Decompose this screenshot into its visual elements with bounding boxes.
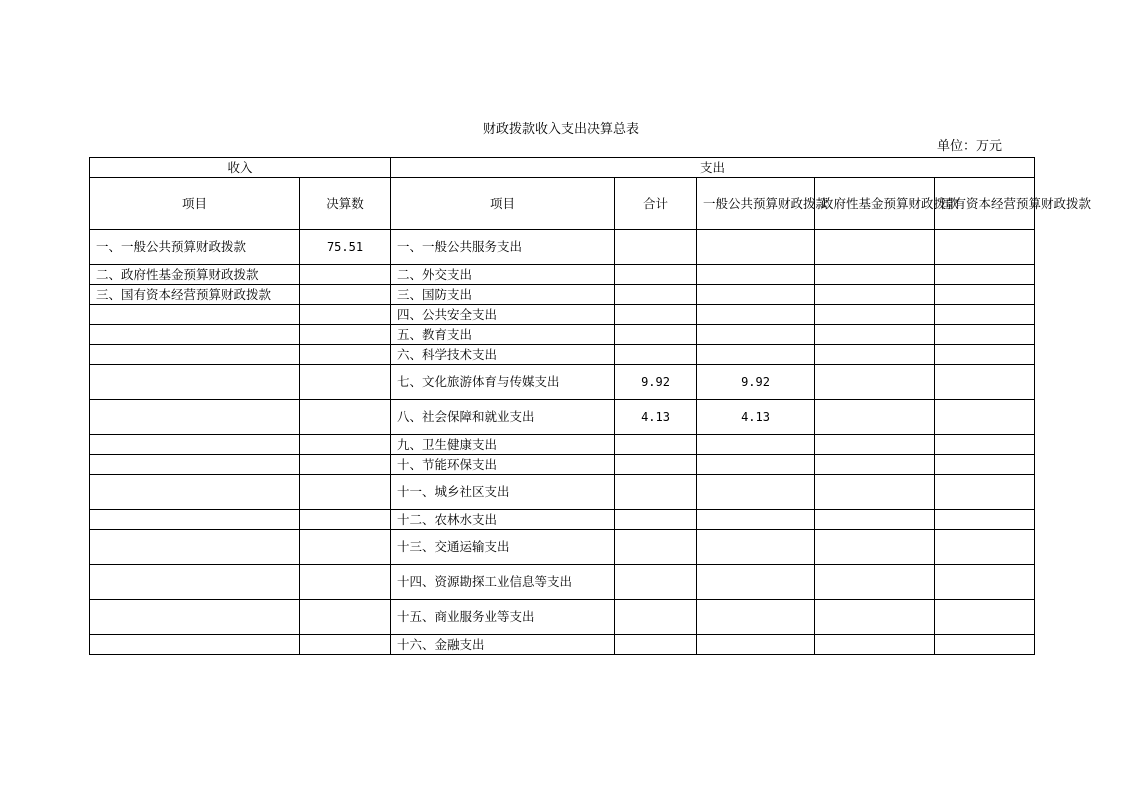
gov-fund-cell bbox=[815, 455, 935, 475]
income-item-cell bbox=[90, 530, 300, 565]
state-capital-cell bbox=[935, 325, 1035, 345]
general-budget-cell bbox=[697, 305, 815, 325]
table-row bbox=[90, 365, 1035, 400]
table-row bbox=[90, 455, 1035, 475]
table-row bbox=[90, 600, 1035, 635]
income-amount-cell bbox=[300, 600, 391, 635]
income-amount-cell bbox=[300, 530, 391, 565]
general-budget-cell bbox=[697, 600, 815, 635]
gov-fund-cell bbox=[815, 345, 935, 365]
state-capital-header: 国有资本经营预算财政拨款 bbox=[935, 178, 1035, 230]
income-item-cell bbox=[90, 305, 300, 325]
general-budget-cell bbox=[697, 635, 815, 655]
income-item-cell bbox=[90, 600, 300, 635]
table-row bbox=[90, 325, 1035, 345]
expense-header: 支出 bbox=[391, 158, 1035, 178]
income-amount-cell bbox=[300, 400, 391, 435]
expense-item-cell: 十一、城乡社区支出 bbox=[391, 475, 615, 510]
income-amount-cell bbox=[300, 565, 391, 600]
gov-fund-cell bbox=[815, 565, 935, 600]
table-row bbox=[90, 530, 1035, 565]
state-capital-cell bbox=[935, 265, 1035, 285]
general-budget-cell bbox=[697, 230, 815, 265]
general-budget-cell bbox=[697, 530, 815, 565]
income-amount-header: 决算数 bbox=[300, 178, 391, 230]
income-amount-cell bbox=[300, 510, 391, 530]
general-budget-cell: 9.92 bbox=[697, 365, 815, 400]
state-capital-cell bbox=[935, 365, 1035, 400]
total-cell bbox=[615, 530, 697, 565]
state-capital-cell bbox=[935, 435, 1035, 455]
expense-item-cell: 十五、商业服务业等支出 bbox=[391, 600, 615, 635]
expense-item-cell: 四、公共安全支出 bbox=[391, 305, 615, 325]
budget-table bbox=[89, 157, 1092, 655]
total-cell: 4.13 bbox=[615, 400, 697, 435]
expense-item-cell: 八、社会保障和就业支出 bbox=[391, 400, 615, 435]
gov-fund-cell bbox=[815, 400, 935, 435]
general-budget-cell bbox=[697, 285, 815, 305]
income-item-cell bbox=[90, 455, 300, 475]
expense-item-cell: 十、节能环保支出 bbox=[391, 455, 615, 475]
income-amount-cell bbox=[300, 365, 391, 400]
gov-fund-cell bbox=[815, 285, 935, 305]
total-cell bbox=[615, 345, 697, 365]
table-row bbox=[90, 565, 1035, 600]
income-amount-cell bbox=[300, 305, 391, 325]
income-amount-cell bbox=[300, 635, 391, 655]
income-amount-cell: 75.51 bbox=[300, 230, 391, 265]
income-amount-cell bbox=[300, 265, 391, 285]
expense-item-header: 项目 bbox=[391, 178, 615, 230]
gov-fund-cell bbox=[815, 325, 935, 345]
income-amount-cell bbox=[300, 325, 391, 345]
income-amount-cell bbox=[300, 455, 391, 475]
total-cell bbox=[615, 265, 697, 285]
total-cell bbox=[615, 455, 697, 475]
total-cell bbox=[615, 635, 697, 655]
unit-label: 单位：万元 bbox=[936, 139, 1002, 154]
income-item-cell bbox=[90, 510, 300, 530]
expense-item-cell: 九、卫生健康支出 bbox=[391, 435, 615, 455]
gov-fund-cell bbox=[815, 365, 935, 400]
table-row bbox=[90, 345, 1035, 365]
expense-item-cell: 五、教育支出 bbox=[391, 325, 615, 345]
income-item-cell bbox=[90, 435, 300, 455]
gov-fund-cell bbox=[815, 475, 935, 510]
expense-item-cell: 十二、农林水支出 bbox=[391, 510, 615, 530]
state-capital-cell bbox=[935, 400, 1035, 435]
state-capital-cell bbox=[935, 475, 1035, 510]
total-cell bbox=[615, 285, 697, 305]
gov-fund-cell bbox=[815, 435, 935, 455]
income-amount-cell bbox=[300, 435, 391, 455]
expense-item-cell: 十三、交通运输支出 bbox=[391, 530, 615, 565]
expense-item-cell: 十六、金融支出 bbox=[391, 635, 615, 655]
expense-item-cell: 三、国防支出 bbox=[391, 285, 615, 305]
general-budget-cell bbox=[697, 455, 815, 475]
income-item-cell bbox=[90, 635, 300, 655]
general-budget-cell: 4.13 bbox=[697, 400, 815, 435]
income-item-cell: 二、政府性基金预算财政拨款 bbox=[90, 265, 300, 285]
state-capital-cell bbox=[935, 345, 1035, 365]
gov-fund-cell bbox=[815, 230, 935, 265]
gov-fund-cell bbox=[815, 305, 935, 325]
table-row bbox=[90, 635, 1035, 655]
total-cell bbox=[615, 510, 697, 530]
income-item-cell bbox=[90, 365, 300, 400]
state-capital-cell bbox=[935, 285, 1035, 305]
state-capital-cell bbox=[935, 635, 1035, 655]
total-cell bbox=[615, 435, 697, 455]
state-capital-cell bbox=[935, 530, 1035, 565]
gov-fund-cell bbox=[815, 510, 935, 530]
income-amount-cell bbox=[300, 345, 391, 365]
gov-fund-cell bbox=[815, 600, 935, 635]
general-budget-cell bbox=[697, 475, 815, 510]
gov-fund-cell bbox=[815, 530, 935, 565]
income-item-cell bbox=[90, 325, 300, 345]
income-item-header: 项目 bbox=[90, 178, 300, 230]
table-row bbox=[90, 400, 1035, 435]
income-amount-cell bbox=[300, 285, 391, 305]
general-budget-header: 一般公共预算财政拨款 bbox=[697, 178, 815, 230]
total-cell bbox=[615, 600, 697, 635]
state-capital-cell bbox=[935, 510, 1035, 530]
table-row bbox=[90, 510, 1035, 530]
table-row bbox=[90, 305, 1035, 325]
income-header: 收入 bbox=[90, 158, 391, 178]
general-budget-cell bbox=[697, 510, 815, 530]
income-item-cell: 一、一般公共预算财政拨款 bbox=[90, 230, 300, 265]
general-budget-cell bbox=[697, 265, 815, 285]
header-row-columns bbox=[90, 178, 1035, 230]
table-row bbox=[90, 435, 1035, 455]
expense-item-cell: 二、外交支出 bbox=[391, 265, 615, 285]
total-cell bbox=[615, 325, 697, 345]
table-row bbox=[90, 285, 1035, 305]
gov-fund-header: 政府性基金预算财政拨款 bbox=[815, 178, 935, 230]
table-row bbox=[90, 230, 1035, 265]
income-item-cell: 三、国有资本经营预算财政拨款 bbox=[90, 285, 300, 305]
gov-fund-cell bbox=[815, 635, 935, 655]
total-cell bbox=[615, 230, 697, 265]
state-capital-cell bbox=[935, 305, 1035, 325]
total-cell bbox=[615, 305, 697, 325]
income-item-cell bbox=[90, 345, 300, 365]
income-item-cell bbox=[90, 565, 300, 600]
page-title: 财政拨款收入支出决算总表 bbox=[482, 122, 639, 137]
table-row bbox=[90, 475, 1035, 510]
income-item-cell bbox=[90, 400, 300, 435]
state-capital-cell bbox=[935, 455, 1035, 475]
expense-item-cell: 一、一般公共服务支出 bbox=[391, 230, 615, 265]
income-item-cell bbox=[90, 475, 300, 510]
expense-item-cell: 十四、资源勘探工业信息等支出 bbox=[391, 565, 615, 600]
state-capital-cell bbox=[935, 565, 1035, 600]
total-cell bbox=[615, 475, 697, 510]
general-budget-cell bbox=[697, 345, 815, 365]
state-capital-cell bbox=[935, 230, 1035, 265]
income-amount-cell bbox=[300, 475, 391, 510]
state-capital-cell bbox=[935, 600, 1035, 635]
general-budget-cell bbox=[697, 325, 815, 345]
total-cell bbox=[615, 565, 697, 600]
expense-item-cell: 七、文化旅游体育与传媒支出 bbox=[391, 365, 615, 400]
expense-item-cell: 六、科学技术支出 bbox=[391, 345, 615, 365]
table-row bbox=[90, 265, 1035, 285]
total-header: 合计 bbox=[615, 178, 697, 230]
total-cell: 9.92 bbox=[615, 365, 697, 400]
general-budget-cell bbox=[697, 435, 815, 455]
general-budget-cell bbox=[697, 565, 815, 600]
header-row-top bbox=[90, 158, 1035, 178]
gov-fund-cell bbox=[815, 265, 935, 285]
